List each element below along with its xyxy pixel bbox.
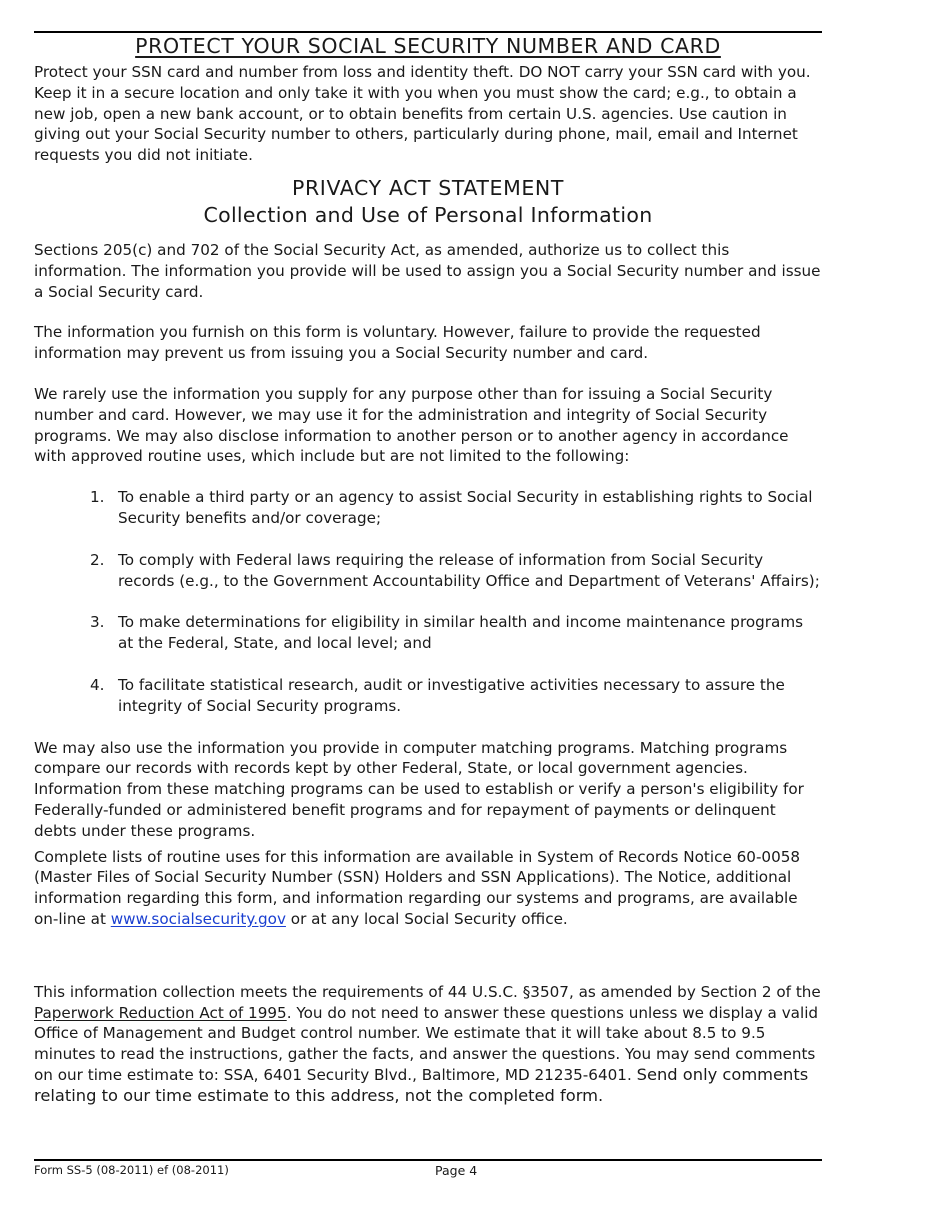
list-item: [34, 612, 822, 654]
privacy-title: PRIVACY ACT STATEMENT: [292, 175, 564, 200]
protect-title: PROTECT YOUR SOCIAL SECURITY NUMBER AND CARD: [135, 34, 721, 58]
privacy-subtitle: Collection and Use of Personal Information: [203, 202, 653, 227]
list-item-number: 1.: [90, 488, 105, 507]
top-rule: [34, 31, 822, 33]
privacy-paragraph-records-notice: [34, 847, 822, 930]
routine-uses-list: [34, 487, 822, 716]
paperwork-paragraph: [34, 982, 822, 1107]
document-page: [34, 31, 822, 1106]
records-notice-tail: or at any local Social Security office.: [285, 909, 568, 928]
privacy-paragraph-matching: We may also use the information you provide in computer matching programs. Matching programs compare our records with records kept by other Federal, State, or local government agencies. Information from these matching programs can be used to establish or verify a person's eligibility for Federally-funded or administered benefit programs and for repayment of payments or delinquent debts under these programs.: [34, 738, 804, 840]
list-item-text: To facilitate statistical research, audit or investigative activities necessary to assure the integrity of Social Security programs.: [118, 675, 785, 715]
privacy-paragraph-authority: Sections 205(c) and 702 of the Social Security Act, as amended, authorize us to collect this information. The information you provide will be used to assign you a Social Security number and issue a Social Security card.: [34, 240, 821, 301]
list-item-number: 2.: [90, 550, 105, 569]
ssa-website-link[interactable]: www.socialsecurity.gov: [110, 909, 286, 928]
paperwork-act-link[interactable]: Paperwork Reduction Act of 1995: [34, 1003, 287, 1022]
list-item: [34, 487, 822, 529]
paperwork-text-end: Send only comments relating to our time estimate to this address, not the completed form.: [34, 1064, 809, 1105]
records-notice-text: Complete lists of routine uses for this information are available in System of Records Notice 60-0058 (Master Files of Social Security Number (SSN) Holders and SSN Applications). The Notice, additional information regarding this form, and information regarding our systems and programs, are available on-line at: [34, 847, 801, 928]
paperwork-text: This information collection meets the requirements of 44 U.S.C. §3507, as amended by Section 2 of the: [34, 982, 821, 1001]
list-item-text: To comply with Federal laws requiring the release of information from Social Security records (e.g., to the Government Accountability Office and Department of Veterans' Affairs);: [118, 550, 820, 590]
form-id: Form SS-5 (08-2011) ef (08-2011): [34, 1163, 229, 1177]
list-item: [34, 550, 822, 592]
list-item-text: To enable a third party or an agency to assist Social Security in establishing rights to Social Security benefits and/or coverage;: [118, 488, 813, 527]
privacy-paragraph-voluntary: The information you furnish on this form is voluntary. However, failure to provide the requested information may prevent us from issuing you a Social Security number and card.: [34, 323, 761, 363]
list-item-number: 3.: [90, 613, 105, 632]
page-footer: [34, 1159, 822, 1181]
list-item: [34, 675, 822, 717]
list-item-number: 4.: [90, 675, 105, 694]
protect-paragraph: Protect your SSN card and number from loss and identity theft. DO NOT carry your SSN card with you. Keep it in a secure location and only take it with you when you must show the card; e.g., to obtain a new job, open a new bank account, or to obtain benefits from certain U.S. agencies. Use caution in giving out your Social Security number to others, particularly during phone, mail, email and Internet requests you did not initiate.: [34, 63, 811, 165]
list-item-text: To make determinations for eligibility in similar health and income maintenance programs at the Federal, State, and local level; and: [118, 613, 804, 653]
privacy-paragraph-uses: We rarely use the information you supply for any purpose other than for issuing a Social Security number and card. However, we may use it for the administration and integrity of Social Security programs. We may also disclose information to another person or to another agency in accordance with approved routine uses, which include but are not limited to the following:: [34, 384, 789, 466]
paperwork-text-middle: . You do not need to answer these questions unless we display a valid Office of Management and Budget control number. We estimate that it will take about 8.5 to 9.5 minutes to read the instructions, gather the facts, and answer the questions. You may send comments on our time estimate to: SSA, 6401 Security Blvd., Baltimore, MD 21235-6401.: [34, 1003, 819, 1084]
page-number: Page 4: [435, 1163, 478, 1178]
